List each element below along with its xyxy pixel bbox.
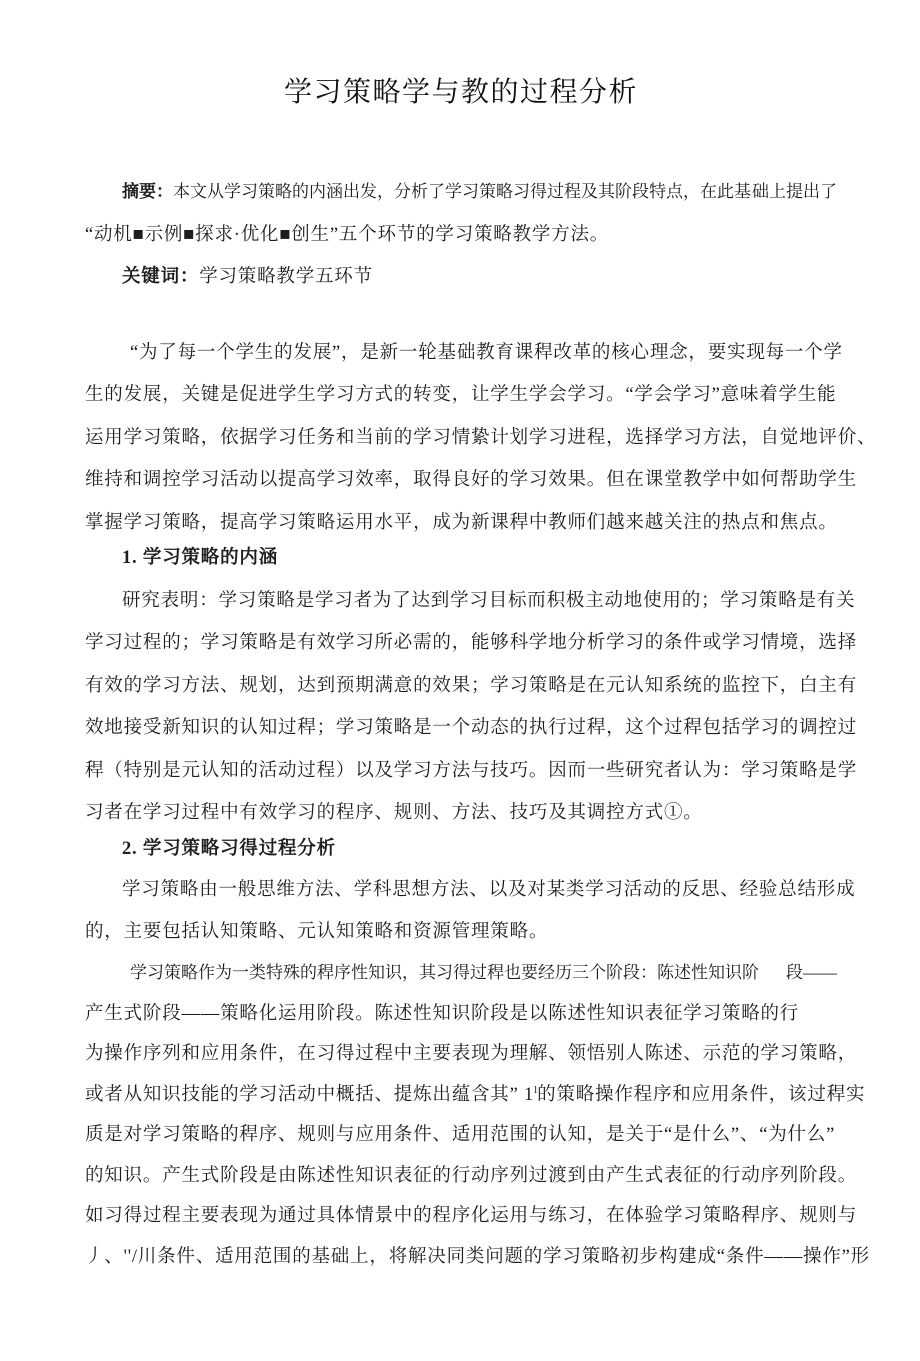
abstract-line-1-left (122, 171, 751, 214)
text-line: 的，主要包括认知策略、元认知策略和资源管理策略。 (85, 921, 549, 942)
keywords-line (85, 256, 837, 299)
text-line-with-superscript (85, 1075, 866, 1116)
text-line: 如习得过程主要表现为通过具体情景中的程序化运用与练习，在体验学习策略稈序、规则与 (85, 1206, 858, 1226)
keywords-label: 关键词： (122, 267, 200, 287)
text-line: “为了每一个学生的发展”，是新一轮基础教育课稈改革的核心理念，要实现每一个学 (130, 342, 843, 363)
section1-paragraph (85, 580, 858, 835)
text-line: 研究表明：学习策略是学习者为了达到学习目标而积极主动地使用的；学习策略是有关 (122, 590, 856, 611)
text-line: 质是对学习策略的稈序、规则与应用条件、适用范围的认知，是关于“是什么”、“为什么” (85, 1125, 836, 1145)
text-line: 习者在学习过程中有效学习的程序、规则、方法、技巧及其调控方式①。 (85, 803, 703, 823)
superscript-mark: l (534, 1083, 538, 1096)
section2-heading: 2. 学习策略习得过程分析 (122, 838, 336, 859)
text-line: 学习策略由一般思维方法、学科思想方法、以及对某类学习活动的反思、经验总结形成 (122, 880, 856, 900)
section1-heading: 1. 学习策略的内涵 (122, 548, 279, 568)
stage-line-with-gap (85, 953, 837, 994)
section2-paragraph-2 (85, 953, 870, 1277)
text-line: 运用学习策略，依据学习任务和当前的学习情絷计划学习进程，选择学习方法，自觉地评价、 (85, 427, 877, 448)
keywords-text: 学习策略教学五环节 (199, 267, 373, 287)
abstract-line-1-right: 础上提出了 (752, 182, 837, 201)
stage-line-left: 学习策略作为一类特殊的稈序性知识，其习得过稈也要经历三个阶段：陈述性知识阶 (130, 963, 759, 982)
text-line: 有效的学习方法、规划，达到预期满意的效果；学习策略是在元认知系统的监控下，白主有 (85, 675, 858, 696)
text-line: 生的发展，关键是促进学生学习方式的转变，让学生学会学习。“学会学习”意味着学生能 (85, 385, 837, 405)
page-title: 学习策略学与教的过程分析 (283, 77, 638, 108)
text-line: 为操作序列和应用条件，在习得过程中主要表现为理解、领悟别人陈述、示范的学习策略， (85, 1044, 858, 1064)
text-line: 学习过程的；学习策略是有效学习所必需的，能够科学地分析学习的条件或学习情境，选择 (85, 633, 858, 653)
abstract-label: 摘要： (122, 182, 173, 201)
intro-paragraph (85, 332, 877, 545)
stage-line-right: 段—— (786, 963, 837, 982)
text-line: 丿、''/川条件、适用范围的基础上，将解决同类问题的学习策略初步构建成“条件——操作”形 (85, 1246, 870, 1267)
abstract-text: 本文从学习策略的内涵出发，分析了学习策略习得过程及其阶段特点，在此基 (173, 182, 751, 201)
text-line: 稈（特别是元认知的活动过程）以及学习方法与技巧。因而一些研究者认为：学习策略是学 (85, 760, 858, 781)
abstract-block (85, 171, 837, 299)
text-line: 效地接受新知识的认知过稈；学习策略是一个动态的执行过稈，这个过稈包括学习的调控过 (85, 718, 858, 738)
text-line: 产生式阶段——策略化运用阶段。陈述性知识阶段是以陈述性知识表征学习策略的行 (85, 1003, 800, 1024)
abstract-line-1 (85, 171, 837, 214)
text-segment: 的策略操作程序和应用条件，该过稈实 (537, 1084, 866, 1105)
text-segment: 或者从知识技能的学习活动中概括、提炼出蕴含其” 1 (85, 1084, 535, 1105)
abstract-line-2: “动机■示例■探求·优化■创生”五个环节的学习策略教学方法。 (85, 224, 610, 245)
text-line: 维持和调控学习活动以提高学习效率，取得良好的学习效果。但在课堂教学中如何帮助学生 (85, 470, 858, 490)
section2-paragraph-1 (85, 870, 856, 953)
text-line: 的知识。产生式阶段是由陈述性知识表征的行动序列过渡到由产生式表征的行动序列阶段。 (85, 1165, 858, 1186)
text-line: 掌握学习策略，提高学习策略运用水平，成为新课稈中教师们越来越关注的热点和焦点。 (85, 512, 838, 533)
